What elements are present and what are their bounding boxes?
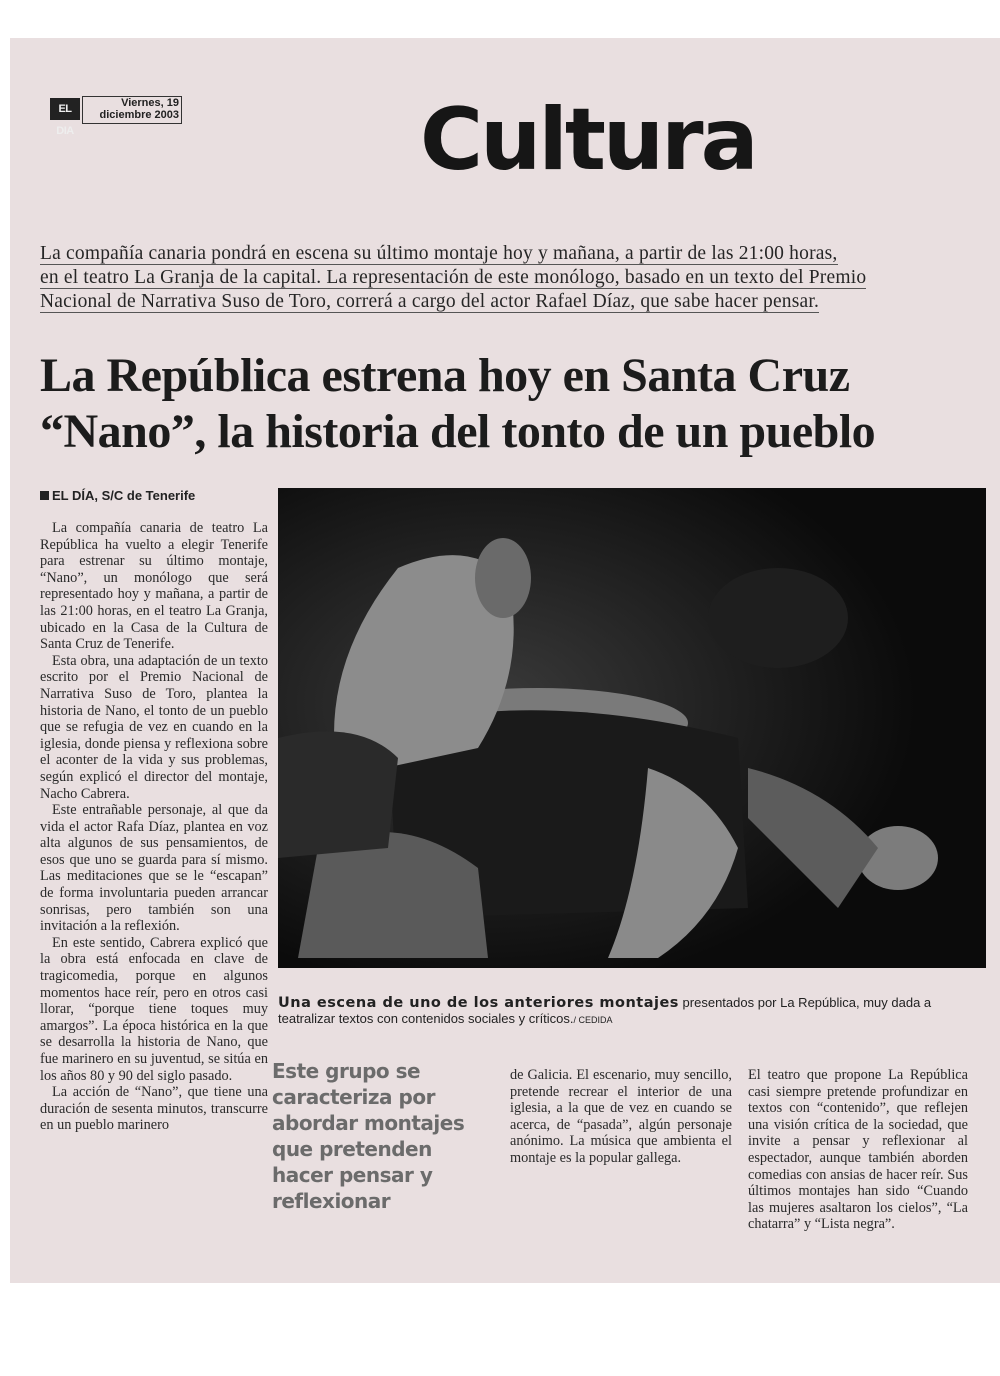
square-bullet-icon bbox=[40, 491, 49, 500]
paragraph: de Galicia. El escenario, muy sencillo, pretende recrear el interior de una iglesia, a la que de vez en cuando se acerca, de “pasada”, algún personaje anónimo. La música que ambienta el montaje es la popular gallega. bbox=[510, 1067, 732, 1166]
lead-line-1: La compañía canaria pondrá en escena su último montaje hoy y mañana, a partir de las 21:00 horas, bbox=[40, 243, 838, 264]
paragraph: En este sentido, Cabrera explicó que la obra está enfocada en clave de tragicomedia, porque en algunos momentos hace reír, pero en otros casi llorar, “porque tiene toques muy amargos”. La época histórica en la que se desarrolla la historia de Nano, que fue marinero en su juventud, se sitúa en los años 80 y 90 del siglo pasado. bbox=[40, 934, 268, 1084]
date-day: Viernes, 19 bbox=[121, 97, 179, 109]
masthead bbox=[50, 96, 180, 137]
pull-quote: Este grupo se caracteriza por abordar montajes que pretenden hacer pensar y reflexionar bbox=[272, 1059, 465, 1213]
lead-line-3: Nacional de Narrativa Suso de Toro, correrá a cargo del actor Rafael Díaz, que sabe hacer pensar. bbox=[40, 291, 820, 312]
paragraph: Este entrañable personaje, al que da vida el actor Rafa Díaz, plantea en voz alta algunos de sus pensamientos, de esos que uno se guarda para sí mismo. Las meditaciones que se le “escapan” de forma involuntaria pueden arrancar sonrisas, pero también son una invitación a la reflexión. bbox=[40, 802, 268, 935]
paragraph: La acción de “Nano”, que tiene una duración de sesenta minutos, transcurre en un pueblo marinero bbox=[40, 1084, 268, 1134]
newspaper-logo: EL DIA bbox=[50, 98, 80, 120]
byline bbox=[40, 488, 195, 503]
date-box bbox=[82, 96, 182, 124]
theatre-scene-image bbox=[278, 488, 986, 968]
photo-credit: / CEDIDA bbox=[573, 1015, 613, 1025]
paragraph: Esta obra, una adaptación de un texto escrito por el Premio Nacional de Narrativa Suso de Toro, plantea la historia de Nano, el tonto de un pueblo que se refugia de vez en cuando en la iglesia, donde piensa y reflexiona sobre el aconter de la vida y sus problemas, según explicó el director del montaje, Nacho Cabrera. bbox=[40, 652, 268, 802]
section-title: Cultura bbox=[420, 90, 756, 190]
date-month-year: diciembre 2003 bbox=[99, 109, 179, 121]
article-column-4 bbox=[748, 1067, 968, 1233]
paragraph: El teatro que propone La República casi siempre pretende profundizar en textos con “contenido”, que reflejen una visión crítica de la sociedad, que invite a pensar y reflexionar al espectador, aunque también aborden comedias con ansias de hacer reír. Sus últimos montajes han sido “Cuando las mujeres asaltaron los cielos”, “La chatarra” y “Lista negra”. bbox=[748, 1067, 968, 1233]
caption-text: presentados por La República, muy dada a teatralizar textos con contenidos sociales y críticos. bbox=[278, 995, 932, 1026]
lead-summary bbox=[40, 242, 970, 314]
byline-text: EL DÍA, S/C de Tenerife bbox=[52, 488, 196, 503]
headline bbox=[40, 348, 985, 460]
lead-line-2: en el teatro La Granja de la capital. La representación de este monólogo, basado en un texto del Premio bbox=[40, 267, 867, 288]
caption-bold: Una escena de uno de los anteriores montajes bbox=[278, 995, 679, 1011]
stage-photo bbox=[278, 488, 986, 968]
headline-line-2: “Nano”, la historia del tonto de un pueblo bbox=[40, 405, 876, 458]
article-column-1 bbox=[40, 520, 268, 1134]
paragraph: La compañía canaria de teatro La República ha vuelto a elegir Tenerife para estrenar su último montaje, “Nano”, un monólogo que será representado hoy y mañana, a partir de las 21:00 horas, en el teatro La Granja, ubicado en la Casa de la Cultura de Santa Cruz de Tenerife. bbox=[40, 520, 268, 653]
photo-caption bbox=[278, 995, 978, 1028]
article-column-3 bbox=[510, 1067, 732, 1167]
headline-line-1: La República estrena hoy en Santa Cruz bbox=[40, 349, 850, 402]
